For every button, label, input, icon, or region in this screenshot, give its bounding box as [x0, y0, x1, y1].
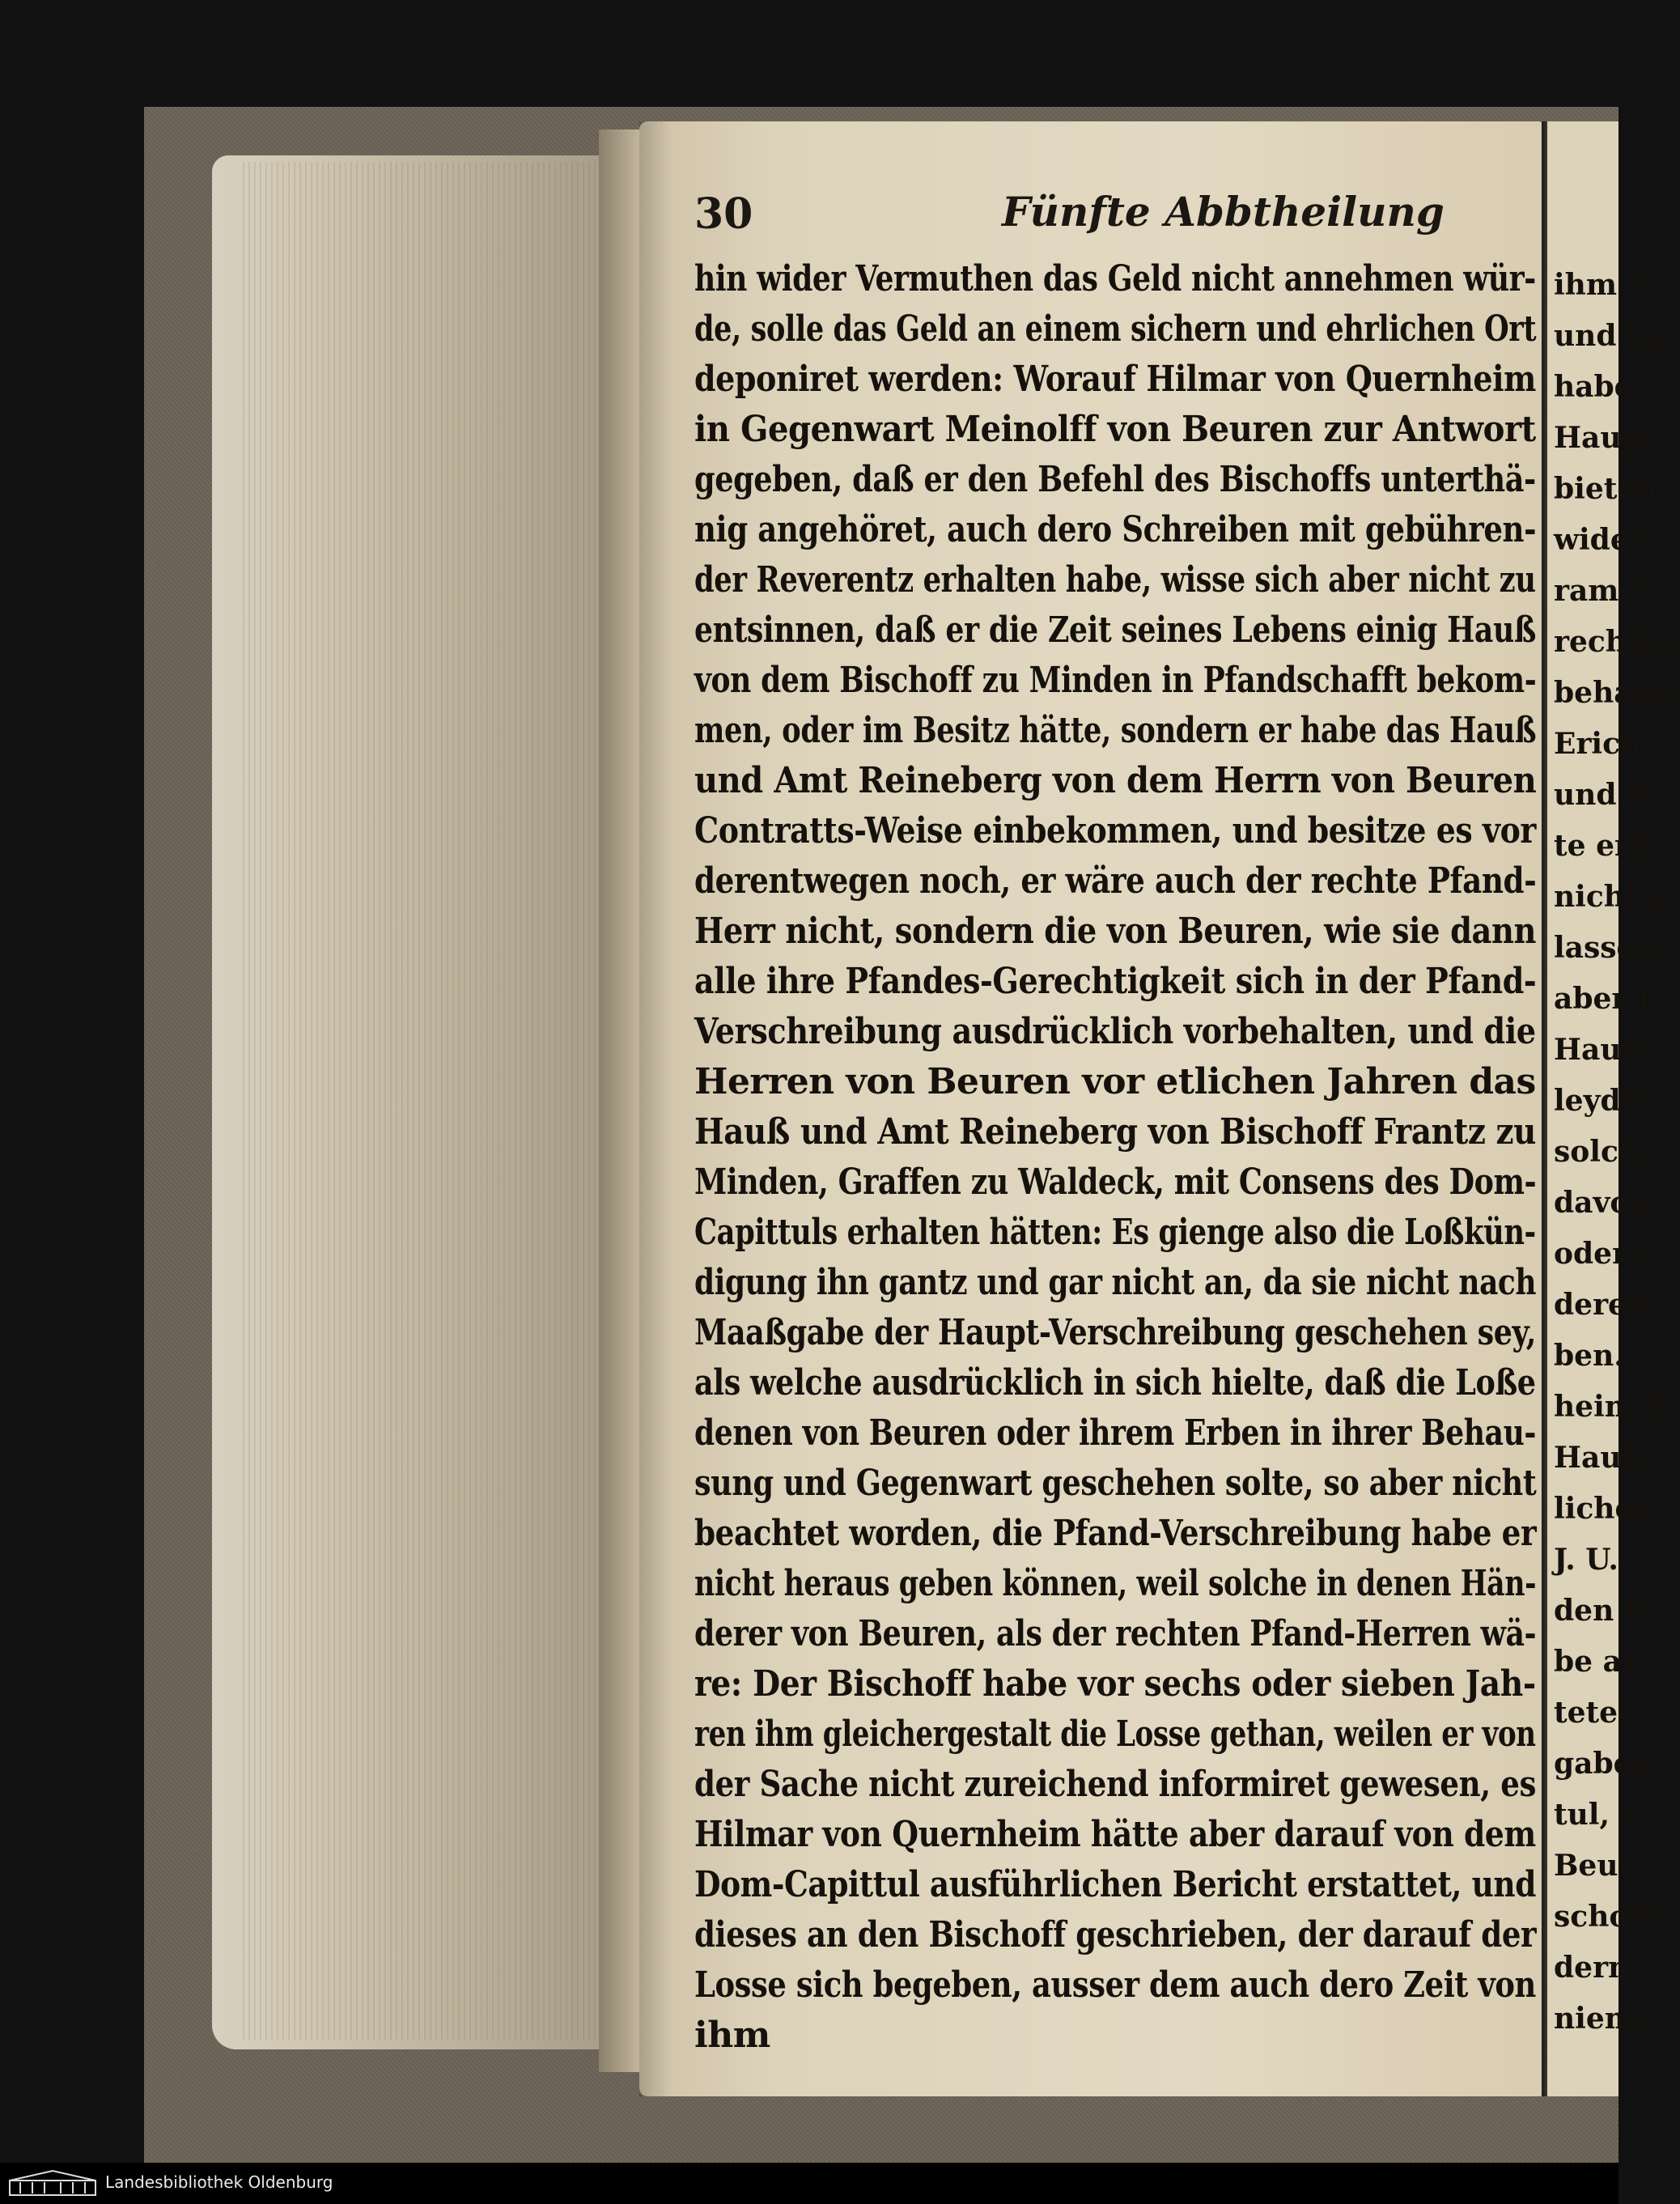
text-line: men, oder im Besitz hätte, sondern er habe das Hauß [694, 710, 1537, 751]
text-line: derer von Beuren, als der rechten Pfand-Herren wä- [694, 1613, 1537, 1654]
right-page-line: solchee [1554, 1135, 1677, 1169]
right-page-line: lichen [1554, 1492, 1655, 1526]
right-page-line: be an [1554, 1645, 1644, 1679]
text-line: Capittuls erhalten hätten: Es gienge also die Loßkün- [694, 1212, 1536, 1253]
text-line: nicht heraus geben können, weil solche in denen Hän- [694, 1563, 1537, 1604]
text-line: Maaßgabe der Haupt-Verschreibung geschehen sey, [694, 1312, 1537, 1353]
text-line: dieses an den Bischoff geschrieben, der darauf der [694, 1914, 1537, 1956]
page-header [694, 185, 1536, 244]
right-page-line: und ha [1554, 319, 1667, 353]
right-page-line: und H [1554, 778, 1655, 812]
text-line: in Gegenwart Meinolff von Beuren zur Antwort [694, 409, 1536, 450]
library-logo-icon [8, 2169, 97, 2197]
text-line: ren ihm gleichergestalt die Losse gethan, weilen er von [694, 1714, 1536, 1755]
text-line: Losse sich begeben, ausser dem auch dero Zeit von [694, 1964, 1536, 2006]
footer-bar [0, 2163, 1618, 2204]
text-line: hin wider Vermuthen das Geld nicht annehmen wür- [694, 258, 1536, 299]
text-line: de, solle das Geld an einem sichern und ehrlichen Ort [694, 308, 1537, 350]
page-edges-texture [243, 162, 599, 2040]
right-page-line: habe: [1554, 370, 1644, 404]
right-page-line: ben. [1554, 1339, 1624, 1373]
right-page-line: oder e [1554, 1237, 1657, 1271]
text-line: denen von Beuren oder ihrem Erben in ihrer Behau- [694, 1412, 1536, 1454]
text-line: von dem Bischoff zu Minden in Pfandschafft bekom- [694, 660, 1537, 701]
text-line: sung und Gegenwart geschehen solte, so aber nicht [694, 1463, 1537, 1504]
text-line: nig angehöret, auch dero Schreiben mit gebühren- [694, 509, 1537, 550]
right-page-line: lassen, [1554, 931, 1667, 965]
right-page-line: dern f [1554, 1951, 1652, 1985]
page-shadow [639, 121, 672, 2096]
text-line: Hilmar von Quernheim hätte aber darauf von dem [694, 1814, 1536, 1855]
text-line: und Amt Reineberg von dem Herrn von Beuren [694, 760, 1537, 801]
page-number: 30 [694, 189, 753, 239]
right-page-line: Beut [1554, 1849, 1632, 1883]
text-line: beachtet worden, die Pfand-Verschreibung habe er [694, 1513, 1537, 1554]
text-line: alle ihre Pfandes-Gerechtigkeit sich in der Pfand- [694, 961, 1537, 1002]
running-head: Fünfte Abbtheilung [1002, 188, 1445, 236]
right-page-line: Hauß [1554, 1033, 1644, 1067]
right-page-line: Haupt [1554, 421, 1656, 455]
right-page-fragment [1547, 121, 1680, 2096]
text-line: als welche ausdrücklich in sich hielte, daß die Loße [694, 1362, 1536, 1404]
text-line: der Sache nicht zureichend informiret gewesen, es [694, 1764, 1537, 1805]
text-line: Hauß und Amt Reineberg von Bischoff Frantz zu [694, 1111, 1536, 1153]
right-page-line: aber E [1554, 982, 1660, 1016]
right-page-line: ram N [1554, 574, 1656, 608]
text-line: re: Der Bischoff habe vor sechs oder sieben Jah- [694, 1663, 1536, 1705]
text-line: Minden, Graffen zu Waldeck, mit Consens des Dom- [694, 1161, 1537, 1203]
text-line: der Reverentz erhalten habe, wisse sich aber nicht zu [694, 559, 1536, 601]
text-line: Contratts-Weise einbekommen, und besitze es vor [694, 810, 1536, 851]
right-page-line: Hauß [1554, 1441, 1644, 1475]
right-page-line: den S [1554, 1594, 1645, 1628]
right-page-line: deren [1554, 1288, 1648, 1322]
right-page-line: nicht a [1554, 880, 1668, 914]
text-line: Verschreibung ausdrücklich vorbehalten, und die [694, 1011, 1536, 1052]
text-line: derentwegen noch, er wäre auch der rechte Pfand- [694, 860, 1537, 902]
right-page-line: bieten [1554, 472, 1657, 506]
right-page-line: rechtlic [1554, 625, 1680, 659]
right-page-line: teten [1554, 1696, 1640, 1730]
right-page-line: J. U. [1554, 1543, 1618, 1577]
right-page-line: schoffe [1554, 1900, 1671, 1934]
text-line: ihm [694, 2015, 770, 2056]
main-text-block [694, 257, 1544, 2087]
text-line: deponiret werden: Worauf Hilmar von Quernheim [694, 359, 1536, 400]
text-line: Herr nicht, sondern die von Beuren, wie sie dann [694, 911, 1537, 952]
right-page-line: heim b [1554, 1390, 1666, 1424]
right-page-line: te erbc [1554, 829, 1669, 863]
text-line: Dom-Capittul ausführlichen Bericht erstattet, und [694, 1864, 1537, 1905]
text-line: Herren von Beuren vor etlichen Jahren das [694, 1061, 1536, 1102]
right-page-line: wider [1554, 523, 1644, 557]
text-line: gegeben, daß er den Befehl des Bischoffs unterthä- [694, 459, 1536, 500]
text-line: entsinnen, daß er die Zeit seines Lebens einig Hauß [694, 609, 1537, 651]
library-name: Landesbibliothek Oldenburg [105, 2172, 333, 2192]
right-page-line: ihm 1c [1554, 268, 1665, 302]
right-page-line: gaben [1554, 1747, 1653, 1781]
right-page-line: niemc [1554, 2002, 1653, 2036]
text-line: digung ihn gantz und gar nicht an, da sie nicht nach [694, 1262, 1537, 1303]
right-page-line: behalte [1554, 676, 1676, 710]
right-page-line: davon [1554, 1186, 1651, 1220]
right-page-line: Erich [1554, 727, 1642, 761]
right-page-line: leyden [1554, 1084, 1661, 1118]
right-page-line: tul, c [1554, 1798, 1638, 1832]
